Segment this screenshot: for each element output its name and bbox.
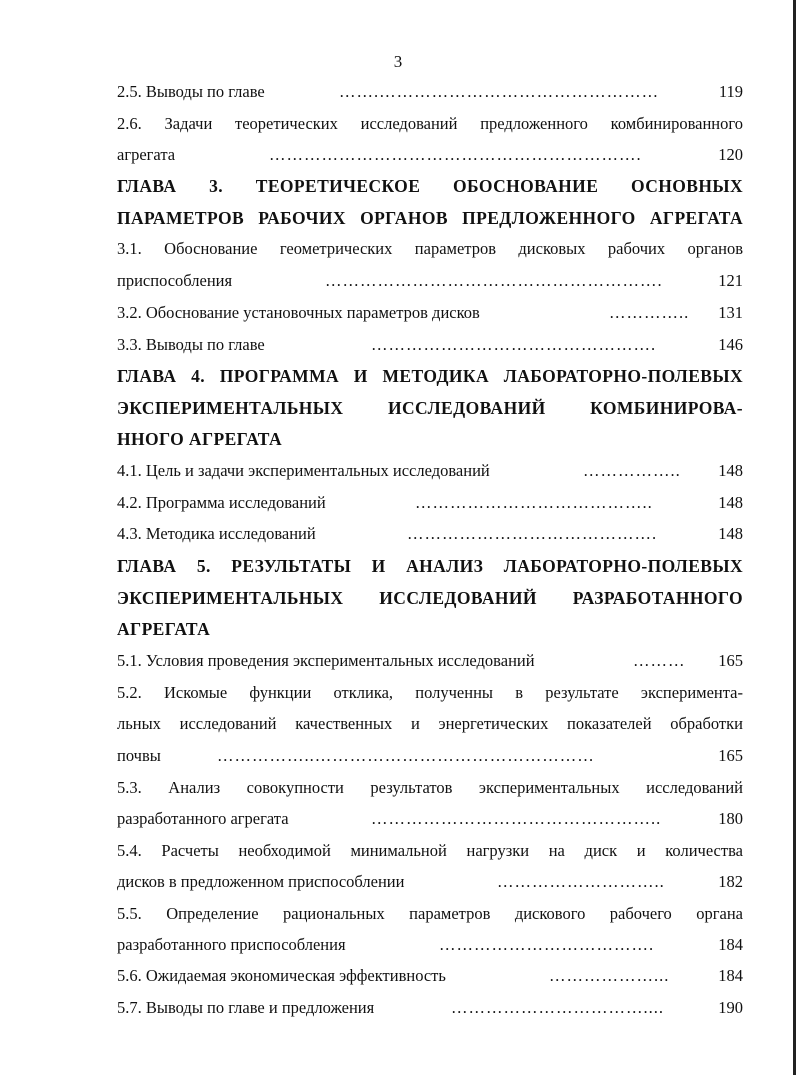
toc-entry-title: 3.3. Выводы по главе	[117, 335, 265, 354]
toc-entry-title: 4.3. Методика исследований	[117, 524, 316, 543]
toc-entry-text: 5.5. Определение рациональных параметров дискового рабочего органа	[117, 904, 743, 923]
toc-leader: ……………..	[583, 461, 681, 480]
page-number: 3	[393, 52, 403, 71]
toc-entry-text: 5.4. Расчеты необходимой минимальной нагрузки на диск и количества	[117, 841, 743, 860]
toc-page-number: 190	[718, 998, 743, 1017]
toc-page-number: 119	[718, 82, 743, 101]
toc-entry-title: агрегата	[117, 145, 176, 164]
toc-entry-title: 4.1. Цель и задачи экспериментальных исследований	[117, 461, 490, 480]
toc-entry-text: 2.6. Задачи теоретических исследований предложенного комбинированного	[117, 114, 743, 133]
chapter-heading: ГЛАВА 5. РЕЗУЛЬТАТЫ И АНАЛИЗ ЛАБОРАТОРНО-ПОЛЕВЫХ	[117, 556, 743, 576]
toc-entry-title: 5.7. Выводы по главе и предложения	[117, 998, 375, 1017]
toc-entry-title: 3.2. Обоснование установочных параметров дисков	[117, 303, 480, 322]
toc-entry	[117, 744, 743, 768]
chapter-heading: ЭКСПЕРИМЕНТАЛЬНЫХ ИССЛЕДОВАНИЙ РАЗРАБОТАННОГО	[117, 588, 743, 608]
toc-entry-title: приспособления	[117, 271, 233, 290]
toc-leader: ………………………………………….	[371, 335, 657, 354]
toc-entry	[117, 333, 743, 357]
toc-entry-text: 5.2. Искомые функции отклика, полученны в результате эксперимента-	[117, 683, 743, 702]
toc-entry	[117, 933, 743, 957]
toc-entry	[117, 870, 743, 894]
toc-entry	[117, 649, 743, 673]
toc-page-number: 184	[718, 966, 743, 985]
toc-leader: …………………………………..	[415, 493, 653, 512]
toc-entry-text: 5.3. Анализ совокупности результатов экспериментальных исследований	[117, 778, 743, 797]
toc-entry-title: почвы	[117, 746, 161, 765]
toc-page-number: 182	[718, 872, 743, 891]
toc-entry	[117, 301, 743, 325]
toc-entry-title: 2.5. Выводы по главе	[117, 82, 265, 101]
chapter-heading: ННОГО АГРЕГАТА	[117, 429, 283, 449]
toc-entry-title: 5.1. Условия проведения экспериментальных исследований	[117, 651, 535, 670]
toc-entry	[117, 996, 743, 1020]
toc-page-number: 180	[718, 809, 743, 828]
toc-leader: …………………………………….	[407, 524, 658, 543]
toc-entry-text: 3.1. Обоснование геометрических параметров дисковых рабочих органов	[117, 239, 743, 258]
toc-leader: ……………..…………………………………………	[217, 746, 595, 765]
toc-entry	[117, 491, 743, 515]
toc-page-number: 120	[718, 145, 743, 164]
toc-page-number: 148	[718, 461, 743, 480]
toc-page-number: 184	[718, 935, 743, 954]
toc-leader: ……………………………………………………….	[269, 145, 642, 164]
toc-leader: …….…………………………………………	[339, 82, 660, 101]
chapter-heading: ЭКСПЕРИМЕНТАЛЬНЫХ ИССЛЕДОВАНИЙ КОМБИНИРОВА-	[117, 398, 743, 418]
chapter-heading: ГЛАВА 4. ПРОГРАММА И МЕТОДИКА ЛАБОРАТОРНО-ПОЛЕВЫХ	[117, 366, 743, 386]
toc-entry	[117, 80, 743, 104]
toc-page-number: 148	[718, 524, 743, 543]
toc-entry-title: разработанного агрегата	[117, 809, 289, 828]
toc-leader: …………………………………………..	[371, 809, 662, 828]
toc-entry-title: 4.2. Программа исследований	[117, 493, 326, 512]
toc-entry-title: дисков в предложенном приспособлении	[117, 872, 405, 891]
toc-page-number: 165	[718, 651, 743, 670]
toc-leader: ……………………………….	[439, 935, 655, 954]
toc-page-number: 131	[718, 303, 743, 322]
chapter-heading: ГЛАВА 3. ТЕОРЕТИЧЕСКОЕ ОБОСНОВАНИЕ ОСНОВНЫХ	[117, 176, 743, 196]
toc-entry	[117, 143, 743, 167]
toc-entry	[117, 964, 743, 988]
toc-entry-title: разработанного приспособления	[117, 935, 346, 954]
toc-entry-text: льных исследований качественных и энергетических показателей обработки	[117, 714, 743, 733]
toc-page-number: 146	[718, 335, 743, 354]
chapter-heading: ПАРАМЕТРОВ РАБОЧИХ ОРГАНОВ ПРЕДЛОЖЕННОГО АГРЕГАТА	[117, 208, 743, 228]
toc-leader: ………………………………………………….	[325, 271, 663, 290]
toc-entry	[117, 269, 743, 293]
toc-leader: …………..	[609, 303, 690, 322]
toc-entry	[117, 522, 743, 546]
toc-leader: ………	[633, 651, 686, 670]
toc-leader: ……………………………....	[451, 998, 664, 1017]
toc-page-number: 165	[718, 746, 743, 765]
toc-entry	[117, 807, 743, 831]
toc-leader: ………………………..	[497, 872, 665, 891]
toc-leader: ………………...	[549, 966, 670, 985]
chapter-heading: АГРЕГАТА	[117, 619, 211, 639]
toc-entry-title: 5.6. Ожидаемая экономическая эффективность	[117, 966, 446, 985]
toc-entry	[117, 459, 743, 483]
toc-page-number: 148	[718, 493, 743, 512]
toc-page-number: 121	[718, 271, 743, 290]
